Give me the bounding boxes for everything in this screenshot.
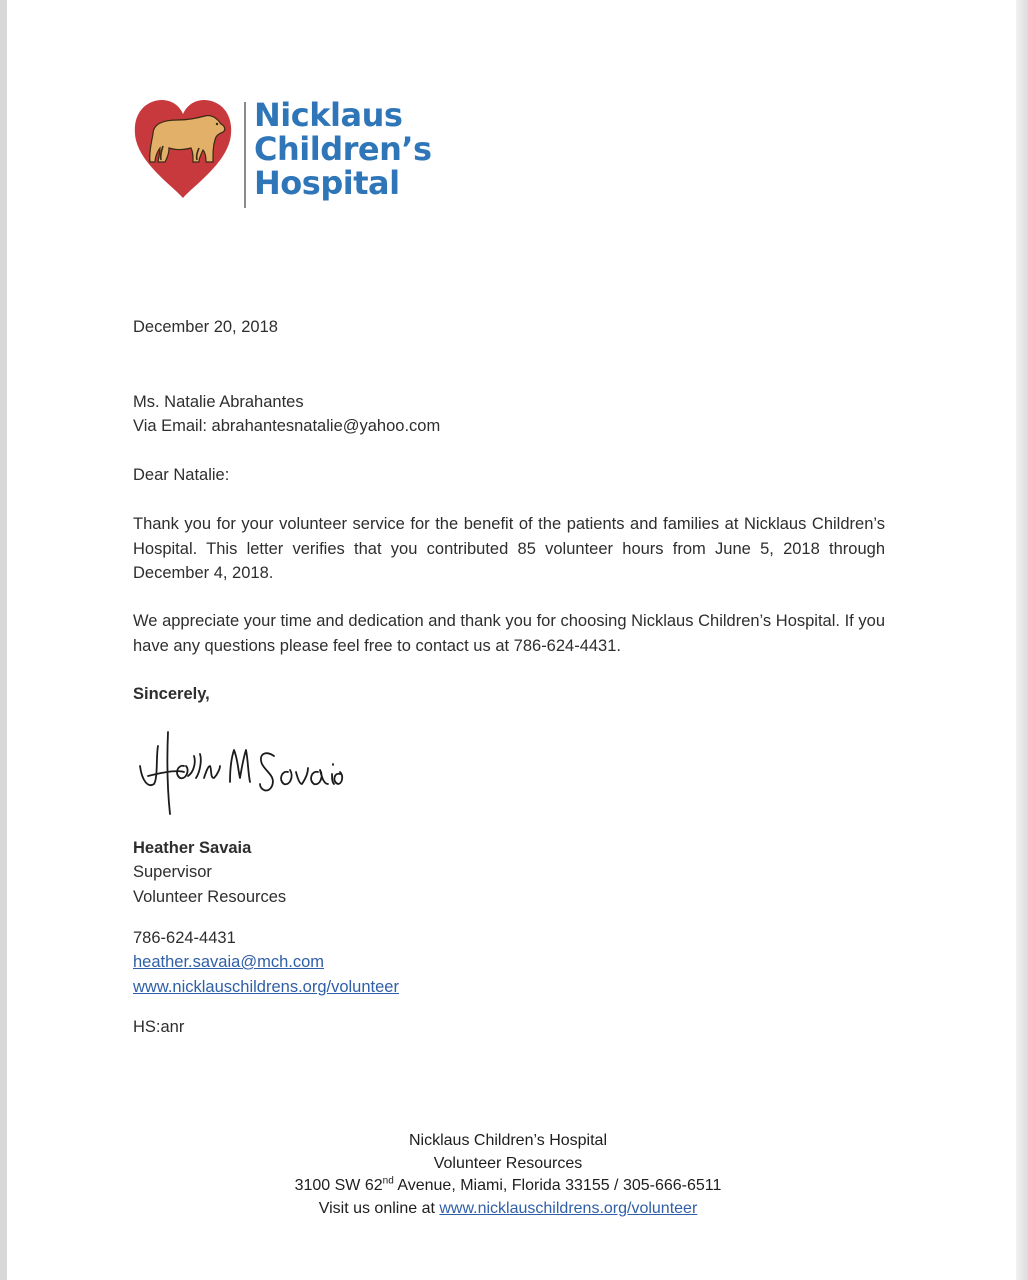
signer-name: Heather Savaia [133, 839, 252, 857]
footer-address-suffix: Avenue, Miami, Florida 33155 / 305-666-6511 [393, 1177, 722, 1194]
signer-phone: 786-624-4431 [133, 929, 236, 947]
page-edge-left [0, 0, 7, 1280]
salutation: Dear Natalie: [133, 466, 230, 484]
logo-line-3: Hospital [254, 164, 400, 202]
body-paragraph-1: Thank you for your volunteer service for the benefit of the patients and families at Nicklaus Children’s Hospital. This letter verifies that you contributed 85 volunteer hours from June 5, 2018 through December 4, 2018. [133, 515, 885, 582]
footer-visit-line [0, 1198, 1016, 1221]
letter-footer [0, 1130, 1016, 1220]
page-edge-right [1016, 0, 1028, 1280]
signer-website-link[interactable]: www.nicklauschildrens.org/volunteer [133, 978, 399, 996]
signer-email-link[interactable]: heather.savaia@mch.com [133, 953, 325, 971]
handwritten-signature [134, 726, 344, 821]
hospital-logo [133, 98, 433, 210]
signer-title: Supervisor [133, 863, 212, 881]
reference-initials: HS:anr [133, 1018, 185, 1036]
footer-address-prefix: 3100 SW 62 [294, 1177, 383, 1194]
footer-address-ordinal: nd [382, 1175, 394, 1187]
logo-line-1: Nicklaus [254, 96, 403, 134]
footer-website-link[interactable]: www.nicklauschildrens.org/volunteer [439, 1199, 698, 1217]
heart-bear-logo-icon [133, 98, 233, 202]
logo-wordmark [254, 98, 432, 200]
logo-divider [244, 102, 246, 208]
signer-department: Volunteer Resources [133, 888, 287, 906]
recipient-name: Ms. Natalie Abrahantes [133, 393, 304, 411]
logo-line-2: Children’s [254, 130, 432, 168]
footer-org-name: Nicklaus Children’s Hospital [408, 1132, 607, 1149]
closing: Sincerely, [133, 685, 210, 703]
footer-department: Volunteer Resources [433, 1154, 583, 1172]
recipient-email: Via Email: abrahantesnatalie@yahoo.com [133, 417, 441, 435]
footer-visit-prefix: Visit us online at [318, 1199, 440, 1217]
footer-address [0, 1175, 1016, 1198]
body-paragraph-2: We appreciate your time and dedication and thank you for choosing Nicklaus Children’s Hospital. If you have any questions please feel free to contact us at 786-624-4431. [133, 612, 885, 655]
letter-date: December 20, 2018 [133, 318, 278, 336]
